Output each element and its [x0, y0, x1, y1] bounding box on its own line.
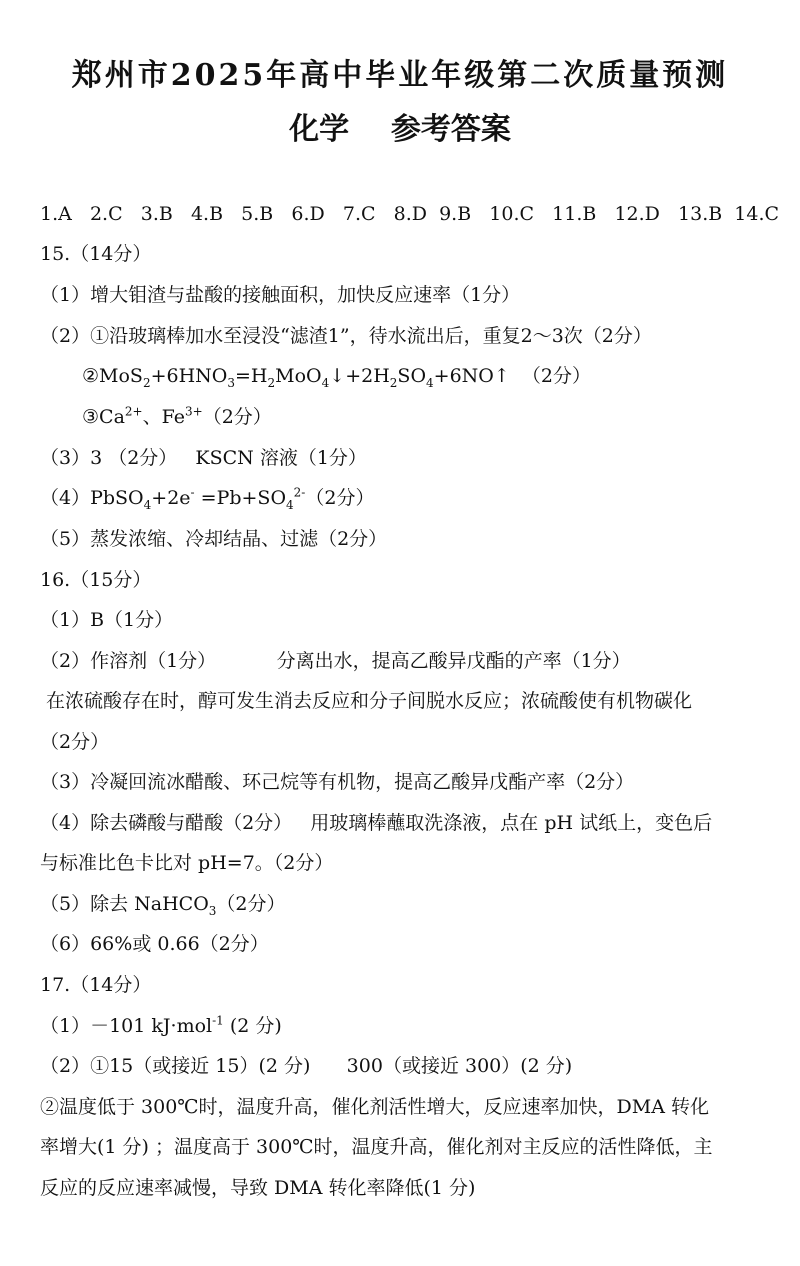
q15-heading: 15.（14分） [40, 243, 152, 265]
q15-part2c [82, 405, 272, 429]
eq-text: （4）PbSO [40, 487, 144, 509]
formula-text: （2分） [216, 893, 286, 915]
q15-part1: （1）增大钼渣与盐酸的接触面积，加快反应速率（1分） [40, 284, 521, 306]
multiple-choice-answers: 1.A 2.C 3.B 4.B 5.B 6.D 7.C 8.D 9.B 10.C 11.B 12.D 13.B 14.C [40, 203, 780, 225]
eq-text: MoO [275, 365, 322, 387]
ion-text: 、Fe [142, 406, 185, 428]
eq-sub: 2 [142, 375, 151, 390]
q17-part1 [40, 1014, 282, 1038]
eq-sub: 2 [389, 375, 398, 390]
eq-sub: 4 [426, 375, 434, 390]
eq-text: SO [397, 365, 427, 387]
eq-sub: 4 [286, 497, 294, 512]
q17-heading: 17.（14分） [40, 974, 152, 996]
q17-part2: （2）①15（或接近 15）(2 分) 300（或接近 300）(2 分) [40, 1055, 573, 1077]
q16-part5 [40, 892, 286, 916]
ion-charge: 2+ [124, 404, 143, 419]
ion-charge: 3+ [185, 404, 203, 419]
q16-part2: （2）作溶剂（1分） 分离出水，提高乙酸异戊酯的产率（1分） [40, 650, 631, 672]
q15-part2b-equation [82, 364, 591, 388]
eq-sup: 2- [293, 485, 306, 500]
unit-text: （1）－101 kJ·mol [40, 1015, 213, 1037]
q16-part1: （1）B（1分） [40, 609, 174, 631]
ion-text: ③Ca [82, 406, 125, 428]
eq-sup: - [190, 485, 195, 500]
eq-sub: 2 [267, 375, 276, 390]
eq-text: =H [235, 365, 268, 387]
q16-part2-score: （2分） [40, 731, 110, 753]
page-title: 郑州市2025年高中毕业年级第二次质量预测 [71, 58, 729, 93]
q15-part2a: （2）①沿玻璃棒加水至浸没“滤渣1”，待水流出后，重复2～3次（2分） [40, 325, 652, 347]
q16-heading: 16.（15分） [40, 569, 152, 591]
eq-text: +6HNO [150, 365, 228, 387]
unit-sup: -1 [212, 1013, 224, 1028]
q16-part2-continued: 在浓硫酸存在时，醇可发生消去反应和分子间脱水反应；浓硫酸使有机物碳化 [40, 690, 693, 712]
eq-text: ②MoS [82, 365, 143, 387]
q15-part4-equation [40, 486, 374, 510]
eq-sub: 4 [321, 375, 330, 390]
q17-part3c: 反应的反应速率减慢，导致 DMA 转化率降低(1 分) [40, 1177, 476, 1199]
eq-text: +2e [151, 487, 191, 509]
q15-part3: （3）3 （2分） KSCN 溶液（1分） [40, 447, 367, 469]
q16-part4b: 与标准比色卡比对 pH=7。（2分） [40, 852, 334, 874]
ion-text: （2分） [202, 406, 272, 428]
eq-sub: 4 [143, 497, 152, 512]
unit-text: (2 分) [223, 1015, 282, 1037]
q17-part3a: ②温度低于 300℃时，温度升高，催化剂活性增大，反应速率加快，DMA 转化 [40, 1096, 710, 1118]
eq-text: ↓+2H [329, 365, 390, 387]
eq-text: +6NO↑ （2分） [433, 365, 591, 387]
page-subtitle: 化学 参考答案 [289, 112, 511, 147]
formula-sub: 3 [208, 903, 217, 918]
q15-part5: （5）蒸发浓缩、冷却结晶、过滤（2分） [40, 528, 388, 550]
eq-text: =Pb+SO [194, 487, 287, 509]
eq-sub: 3 [227, 375, 236, 390]
q16-part3: （3）冷凝回流冰醋酸、环己烷等有机物，提高乙酸异戊酯产率（2分） [40, 771, 635, 793]
q16-part6: （6）66%或 0.66（2分） [40, 933, 269, 955]
q16-part4a: （4）除去磷酸与醋酸（2分） 用玻璃棒蘸取洗涤液，点在 pH 试纸上，变色后 [40, 812, 713, 834]
q17-part3b: 率增大(1 分) ；温度高于 300℃时，温度升高，催化剂对主反应的活性降低，主 [40, 1136, 713, 1158]
eq-text: （2分） [305, 487, 375, 509]
formula-text: （5）除去 NaHCO [40, 893, 209, 915]
